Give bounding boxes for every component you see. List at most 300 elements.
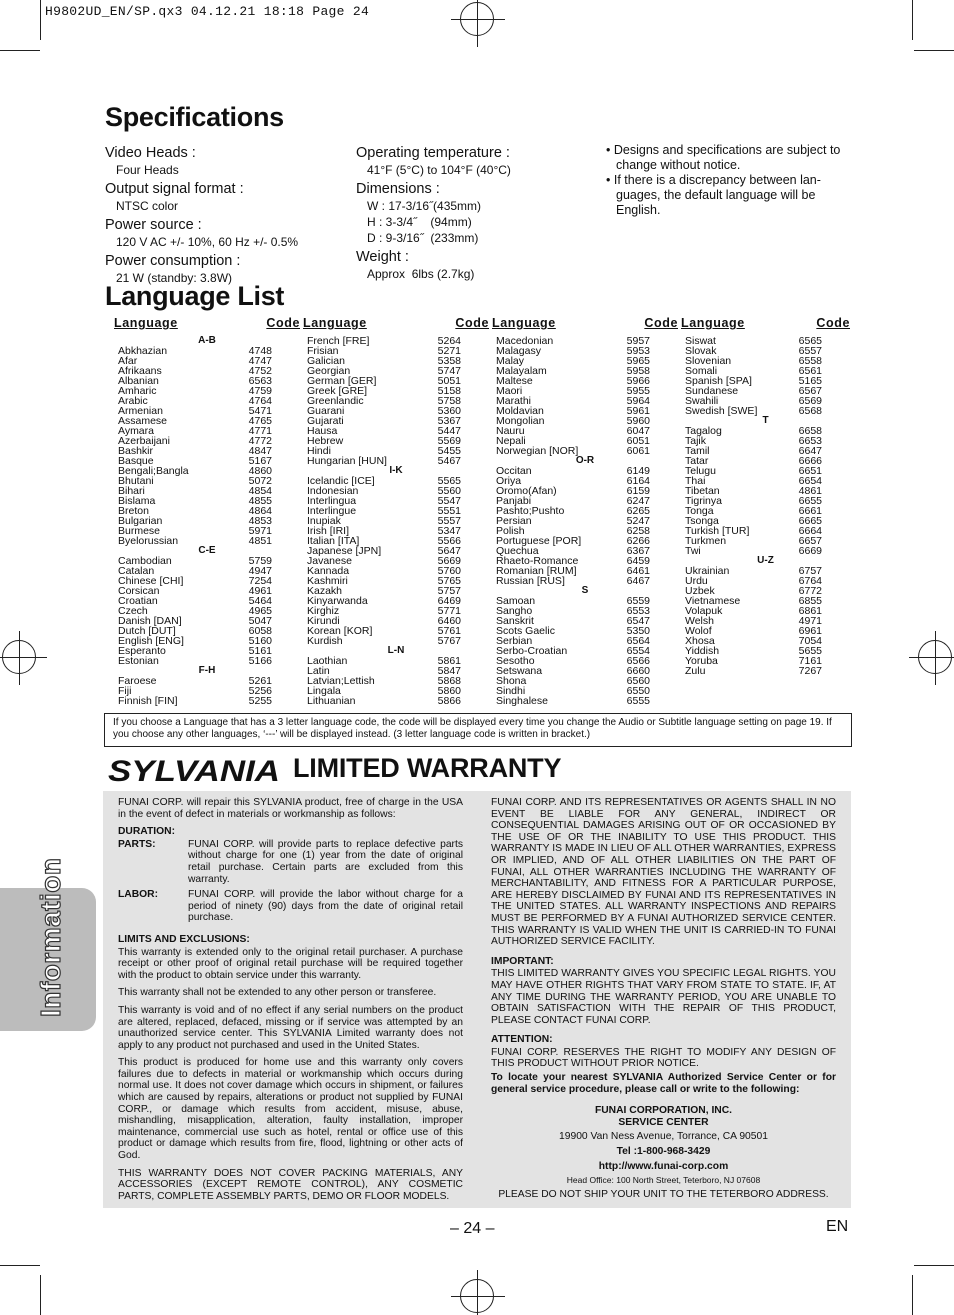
language-row: [681, 536, 850, 546]
language-code: 7267: [798, 665, 822, 677]
header-language: Language: [114, 316, 178, 330]
language-code: 5757: [437, 585, 461, 597]
language-group-heading: O-R: [575, 455, 595, 466]
limits-label: LIMITS AND EXCLUSIONS:: [118, 933, 250, 945]
language-name: Albanian: [118, 375, 159, 387]
language-code: 4854: [248, 485, 272, 497]
language-code: 5655: [798, 645, 822, 657]
language-name: Burmese: [118, 525, 161, 537]
language-name: Georgian: [307, 365, 351, 377]
crop-mark: [912, 0, 913, 40]
dimension-width: W : 17-3/16˝(435mm): [367, 199, 482, 213]
important-text: THIS LIMITED WARRANTY GIVES YOU SPECIFIC LEGAL RIGHTS. YOU MAY HAVE OTHER RIGHTS THAT VARY FROM STATE TO STATE. IF, AT ANY TIME DURING THE WARRANTY PERIOD, YOU ARE UNABLE TO OBTAIN SATISFACTION WITH THE REPAIR OF THIS PRODUCT, PLEASE CONTACT FUNAI CORP.: [491, 968, 836, 1026]
language-code: 6651: [798, 465, 822, 477]
language-code: 5847: [437, 665, 461, 677]
language-group-heading: T: [762, 415, 769, 426]
language-name: Kirghiz: [307, 605, 340, 617]
language-code: 6655: [798, 495, 822, 507]
language-name: Nauru: [496, 425, 525, 437]
language-name: Catalan: [118, 565, 155, 577]
language-code: 6550: [626, 685, 650, 697]
language-name: French [FRE]: [307, 335, 370, 347]
language-name: Bislama: [118, 495, 156, 507]
service-center-label: SERVICE CENTER: [618, 1116, 709, 1128]
language-code: 6559: [626, 595, 650, 607]
spec-label: Power source :: [105, 217, 202, 233]
language-name: Interlingue: [307, 505, 357, 517]
language-name: Bashkir: [118, 445, 154, 457]
language-code: 5569: [437, 435, 461, 447]
dimension-height: H : 3-3/4˝ (94mm): [367, 215, 472, 229]
language-code: 5255: [248, 695, 272, 707]
language-name: Sesotho: [496, 655, 535, 667]
language-code: 6047: [626, 425, 650, 437]
language-name: Yiddish: [685, 645, 720, 657]
language-row: [492, 696, 678, 706]
language-code: 5447: [437, 425, 461, 437]
language-name: Tamil: [685, 445, 710, 457]
language-column-header: [492, 316, 678, 330]
limits-paragraph: This warranty is extended only to the original retail purchaser. A purchase receipt or other proof of original retail purchase will be required together with the product to obtain service under this warranty.: [118, 946, 463, 981]
language-code: 6654: [798, 475, 822, 487]
language-code: 6666: [798, 455, 822, 467]
language-name: Lingala: [307, 685, 341, 697]
language-name: Swedish [SWE]: [685, 405, 758, 417]
language-name: Norwegian [NOR]: [496, 445, 579, 457]
language-code: 6566: [626, 655, 650, 667]
language-group-heading: I-K: [389, 465, 403, 476]
header-language: Language: [492, 316, 556, 330]
language-code: 5261: [248, 675, 272, 687]
language-name: Zulu: [685, 665, 706, 677]
language-name: English [ENG]: [118, 635, 184, 647]
language-name: Quechua: [496, 545, 539, 557]
language-code: 6568: [798, 405, 822, 417]
crop-mark: [0, 50, 40, 51]
language-name: Sangho: [496, 605, 533, 617]
language-code: 5771: [437, 605, 461, 617]
language-column-4: [681, 316, 850, 676]
language-name: Tibetan: [685, 485, 720, 497]
language-code: 4864: [248, 505, 272, 517]
language-name: Hebrew: [307, 435, 344, 447]
spec-label: Dimensions :: [356, 181, 440, 197]
limits-paragraph: This product is produced for home use and this warranty only covers failures due to defects in material or workmanship which occurs during normal use. It does not cover damage which occurs in shipment, or failures which are caused by repairs, alterations or product not supplied by FUNAI CORP., or damage which results from accident, misuse, abuse, mishandling, misapplication, alteration, faulty installation, improper maintenance, commercial use such as hotel, rental or office use of this product or damage which results from fire, flood, lightning or other acts of God.: [118, 1057, 463, 1162]
language-code: 5767: [437, 635, 461, 647]
language-code: 5367: [437, 415, 461, 427]
language-name: Xhosa: [685, 635, 715, 647]
language-code: 5455: [437, 445, 461, 457]
language-code: 5965: [626, 355, 650, 367]
language-code: 5566: [437, 535, 461, 547]
header-language: Language: [681, 316, 745, 330]
language-name: Bihari: [118, 485, 145, 497]
language-name: Fiji: [118, 685, 132, 697]
language-name: Malay: [496, 355, 525, 367]
language-name: Estonian: [118, 655, 159, 667]
language-row: [303, 696, 489, 706]
language-name: Macedonian: [496, 335, 554, 347]
language-code: 7161: [798, 655, 822, 667]
language-name: Amharic: [118, 385, 157, 397]
language-name: Thai: [685, 475, 706, 487]
language-row: [303, 656, 489, 666]
language-code: 6653: [798, 435, 822, 447]
warranty-right-column: [491, 797, 836, 1200]
language-row: [681, 466, 850, 476]
language-group-heading: U-Z: [757, 555, 774, 566]
language-name: Nepali: [496, 435, 526, 447]
language-code: 5761: [437, 625, 461, 637]
spec-value: NTSC color: [116, 199, 179, 213]
language-name: Maltese: [496, 375, 533, 387]
language-name: Aymara: [118, 425, 154, 437]
language-name: Spanish [SPA]: [685, 375, 752, 387]
spec-value: Approx 6lbs (2.7kg): [367, 267, 475, 281]
liability-paragraph: FUNAI CORP. AND ITS REPRESENTATIVES OR AGENTS SHALL IN NO EVENT BE LIABLE FOR ANY GENERAL, INDIRECT OR CONSEQUENTIAL DAMAGES ARISING OUT OF OR OCCASIONED BY THE USE OF OR THE INABILITY TO USE THIS PRODUCT. THIS WARRANTY IS MADE IN LIEU OF ALL OTHER WARRANTIES, EXPRESS OR IMPLIED, AND OF ALL OTHER LIABILITIES ON THE PART OF FUNAI, ALL OTHER WARRANTIES INCLUDING THE WARRANTY OF MERCHANTABILITY, AND FITNESS FOR A PARTICULAR PURPOSE, ARE HEREBY DISCLAIMED BY FUNAI AND ITS REPRESENTATIVES IN THE UNITED STATES. ALL WARRANTY INSPECTIONS AND REPAIRS MUST BE PERFORMED BY A FUNAI AUTHORIZED SERVICE CENTER. THIS WARRANTY IS VALID WHEN THE UNIT IS CARRIED-IN TO FUNAI AUTHORIZED SERVICE FACILITY.: [491, 797, 836, 948]
language-code: 6467: [626, 575, 650, 587]
language-name: Guarani: [307, 405, 345, 417]
language-code: 4855: [248, 495, 272, 507]
language-code: 5669: [437, 555, 461, 567]
language-code: 6265: [626, 505, 650, 517]
language-name: Kannada: [307, 565, 350, 577]
service-phone: Tel :1-800-968-3429: [616, 1146, 711, 1158]
language-code: 6569: [798, 395, 822, 407]
language-code: 6461: [626, 565, 650, 577]
language-code: 6367: [626, 545, 650, 557]
language-code: 5051: [437, 375, 461, 387]
language-name: Siswat: [685, 335, 716, 347]
language-name: Swahili: [685, 395, 719, 407]
language-code: 6658: [798, 425, 822, 437]
language-code: 6660: [626, 665, 650, 677]
language-code: 5765: [437, 575, 461, 587]
language-name: Chinese [CHI]: [118, 575, 184, 587]
language-name: Indonesian: [307, 485, 359, 497]
registration-mark-top: [460, 2, 494, 36]
language-name: Slovak: [685, 345, 717, 357]
header-code: Code: [644, 316, 678, 330]
language-name: Bhutani: [118, 475, 154, 487]
spec-value: 120 V AC +/- 10%, 60 Hz +/- 0.5%: [116, 235, 299, 249]
language-code: 6647: [798, 445, 822, 457]
language-column-header: [114, 316, 300, 330]
language-name: Maori: [496, 385, 523, 397]
language-name: Samoan: [496, 595, 536, 607]
language-name: Sanskrit: [496, 615, 534, 627]
language-name: Rhaeto-Romance: [496, 555, 579, 567]
language-name: Kinyarwanda: [307, 595, 368, 607]
spec-value: Four Heads: [116, 163, 179, 177]
attention-text: FUNAI CORP. RESERVES THE RIGHT TO MODIFY ANY DESIGN OF THIS PRODUCT WITHOUT PRIOR NOTICE.: [491, 1046, 836, 1070]
language-code: 5464: [248, 595, 272, 607]
language-code: 6567: [798, 385, 822, 397]
language-name: Breton: [118, 505, 149, 517]
language-indicator: EN: [826, 1218, 849, 1235]
language-code: 6861: [798, 605, 822, 617]
language-code: 4747: [248, 355, 272, 367]
service-url[interactable]: http://www.funai-corp.com: [598, 1160, 729, 1172]
language-name: Setswana: [496, 665, 543, 677]
language-name: Sundanese: [685, 385, 739, 397]
language-row: [114, 346, 300, 356]
specs-notes: [606, 143, 850, 218]
language-code: 6565: [798, 335, 822, 347]
language-name: Serbo-Croatian: [496, 645, 568, 657]
language-name: Azerbaijani: [118, 435, 170, 447]
language-name: Afrikaans: [118, 365, 162, 377]
labor-text: FUNAI CORP. will provide the labor without charge for a period of ninety (90) days from the date of original retail purchase.: [188, 889, 463, 924]
language-code: 5256: [248, 685, 272, 697]
language-name: Javanese: [307, 555, 352, 567]
language-code: 5166: [248, 655, 272, 667]
language-group-heading: S: [581, 585, 589, 596]
language-code: 5759: [248, 555, 272, 567]
language-code: 6061: [626, 445, 650, 457]
language-name: Byelorussian: [118, 535, 179, 547]
language-code: 6664: [798, 525, 822, 537]
language-code: 6757: [798, 565, 822, 577]
language-name: Hungarian [HUN]: [307, 455, 387, 467]
language-name: Ukrainian: [685, 565, 730, 577]
language-name: Occitan: [496, 465, 532, 477]
language-name: Vietnamese: [685, 595, 741, 607]
duration-label: DURATION:: [118, 826, 176, 838]
language-code: 5560: [437, 485, 461, 497]
language-name: Italian [ITA]: [307, 535, 360, 547]
language-name: German [GER]: [307, 375, 377, 387]
language-name: Slovenian: [685, 355, 732, 367]
language-name: Frisian: [307, 345, 339, 357]
language-code: 5953: [626, 345, 650, 357]
language-code: 5647: [437, 545, 461, 557]
language-name: Russian [RUS]: [496, 575, 565, 587]
limits-paragraph: This warranty shall not be extended to any other person or transferee.: [118, 987, 437, 999]
header-code: Code: [816, 316, 850, 330]
language-code: 4861: [798, 485, 822, 497]
language-code: 5866: [437, 695, 461, 707]
language-group-heading: A-B: [198, 335, 216, 346]
parts-label: PARTS:: [118, 838, 156, 850]
language-name: Basque: [118, 455, 154, 467]
language-code: 5160: [248, 635, 272, 647]
language-name: Malagasy: [496, 345, 541, 357]
language-code: 5964: [626, 395, 650, 407]
language-name: Greek [GRE]: [307, 385, 368, 397]
language-name: Corsican: [118, 585, 160, 597]
language-name: Somali: [685, 365, 718, 377]
language-name: Tonga: [685, 505, 714, 517]
language-name: Tajik: [685, 435, 707, 447]
language-name: Abkhazian: [118, 345, 168, 357]
language-name: Czech: [118, 605, 148, 617]
language-code: 6669: [798, 545, 822, 557]
labor-label: LABOR:: [118, 889, 159, 901]
language-name: Icelandic [ICE]: [307, 475, 375, 487]
language-name: Croatian: [118, 595, 158, 607]
language-name: Afar: [118, 355, 138, 367]
registration-mark-right: [918, 640, 952, 674]
language-code: 5971: [248, 525, 272, 537]
language-code: 5758: [437, 395, 461, 407]
language-row: [114, 676, 300, 686]
language-name: Urdu: [685, 575, 708, 587]
language-name: Arabic: [118, 395, 148, 407]
important-label: IMPORTANT:: [491, 955, 554, 967]
language-name: Tagalog: [685, 425, 722, 437]
language-name: Scots Gaelic: [496, 625, 555, 637]
language-name: Esperanto: [118, 645, 166, 657]
language-code: 5350: [626, 625, 650, 637]
language-group-heading: C-E: [198, 545, 216, 556]
language-code: 5957: [626, 335, 650, 347]
language-code: 5547: [437, 495, 461, 507]
language-code: 4748: [248, 345, 272, 357]
language-code: 6557: [798, 345, 822, 357]
language-code: 5471: [248, 405, 272, 417]
language-row: [114, 696, 300, 706]
language-name: Faroese: [118, 675, 157, 687]
language-name: Inupiak: [307, 515, 341, 527]
language-code: 5966: [626, 375, 650, 387]
service-address: 19900 Van Ness Avenue, Torrance, CA 90501: [559, 1131, 768, 1143]
language-name: Kashmiri: [307, 575, 348, 587]
language-code: 6547: [626, 615, 650, 627]
language-code: 4772: [248, 435, 272, 447]
language-code: 7054: [798, 635, 822, 647]
language-name: Polish: [496, 525, 525, 537]
language-code: 5958: [626, 365, 650, 377]
language-code: 6051: [626, 435, 650, 447]
language-name: Greenlandic: [307, 395, 364, 407]
language-code: 5165: [798, 375, 822, 387]
logo-text: SYLVANIA: [108, 755, 280, 786]
language-name: Irish [IRI]: [307, 525, 350, 537]
language-code: 5557: [437, 515, 461, 527]
language-row: [681, 426, 850, 436]
warranty-intro: FUNAI CORP. will repair this SYLVANIA product, free of charge in the USA in the event of defect in materials or workmanship as follows:: [118, 797, 463, 820]
language-code: 4961: [248, 585, 272, 597]
language-code: 6058: [248, 625, 272, 637]
language-name: Pashto;Pushto: [496, 505, 565, 517]
language-code: 5955: [626, 385, 650, 397]
spec-note: • Designs and specifications are subject to change without notice.: [606, 143, 850, 173]
language-name: Korean [KOR]: [307, 625, 373, 637]
language-name: Kurdish: [307, 635, 343, 647]
language-code: 5747: [437, 365, 461, 377]
language-code: 6558: [798, 355, 822, 367]
head-office-address: Head Office: 100 North Street, Teterboro, NJ 07608: [566, 1175, 761, 1186]
language-name: Panjabi: [496, 495, 532, 507]
labor-row: [118, 889, 463, 924]
language-code: 5347: [437, 525, 461, 537]
do-not-ship-notice: PLEASE DO NOT SHIP YOUR UNIT TO THE TETERBORO ADDRESS.: [498, 1188, 829, 1200]
language-code: 6665: [798, 515, 822, 527]
language-code: 5860: [437, 685, 461, 697]
header-code: Code: [266, 316, 300, 330]
language-column-header: [681, 316, 850, 330]
limits-paragraph: THIS WARRANTY DOES NOT COVER PACKING MATERIALS, ANY ACCESSORIES (EXCEPT REMOTE CONTROL), ANY COSMETIC PARTS, COMPLETE ASSEMBLY PARTS, DEMO OR FLOOR MODELS.: [118, 1167, 463, 1202]
spec-label: Weight :: [356, 249, 409, 265]
language-code: 6560: [626, 675, 650, 687]
language-name: Telugu: [685, 465, 716, 477]
language-name: Wolof: [685, 625, 712, 637]
language-code: 6247: [626, 495, 650, 507]
language-code: 6661: [798, 505, 822, 517]
language-name: Latvian;Lettish: [307, 675, 375, 687]
language-name: Cambodian: [118, 555, 172, 567]
locate-service-text: To locate your nearest SYLVANIA Authorized Service Center or for general service procedure, please call or write to the following:: [491, 1072, 836, 1095]
language-list-title: Language List: [105, 281, 285, 311]
language-name: Marathi: [496, 395, 532, 407]
registration-mark-bottom: [460, 1279, 494, 1313]
language-code: 5960: [626, 415, 650, 427]
language-name: Oromo(Afan): [496, 485, 557, 497]
language-name: Japanese [JPN]: [307, 545, 382, 557]
language-column-1: [114, 316, 300, 706]
language-code: 4752: [248, 365, 272, 377]
language-code: 5467: [437, 455, 461, 467]
warranty-title: LIMITED WARRANTY: [293, 753, 562, 783]
language-name: Kirundi: [307, 615, 340, 627]
language-row: [681, 666, 850, 676]
language-name: Bulgarian: [118, 515, 163, 527]
language-column-2: [303, 316, 489, 706]
language-name: Hindi: [307, 445, 331, 457]
language-name: Portuguese [POR]: [496, 535, 582, 547]
language-code: 5167: [248, 455, 272, 467]
language-code: 7254: [248, 575, 272, 587]
header-language: Language: [303, 316, 367, 330]
language-group-heading: F-H: [198, 665, 216, 676]
spec-label: Output signal format :: [105, 181, 244, 197]
language-name: Latin: [307, 665, 330, 677]
language-code: 5565: [437, 475, 461, 487]
specs-column-1: [105, 144, 345, 288]
language-name: Interlingua: [307, 495, 357, 507]
language-group-heading: L-N: [387, 645, 405, 656]
language-code: 6564: [626, 635, 650, 647]
language-code: 5358: [437, 355, 461, 367]
crop-mark: [914, 1265, 954, 1266]
language-column-3: [492, 316, 678, 706]
language-name: Bengali;Bangla: [118, 465, 189, 477]
language-name: Persian: [496, 515, 532, 527]
language-name: Turkmen: [685, 535, 727, 547]
language-code: 4759: [248, 385, 272, 397]
language-code: 6460: [437, 615, 461, 627]
language-code: 6554: [626, 645, 650, 657]
information-tab-label: Information: [35, 857, 66, 1017]
language-name: Laothian: [307, 655, 348, 667]
language-code: 4771: [248, 425, 272, 437]
language-name: Moldavian: [496, 405, 544, 417]
language-name: Kazakh: [307, 585, 343, 597]
language-name: Danish [DAN]: [118, 615, 182, 627]
language-code: 6657: [798, 535, 822, 547]
language-code: 5861: [437, 655, 461, 667]
language-name: Uzbek: [685, 585, 715, 597]
spec-value: 41°F (5°C) to 104°F (40°C): [367, 163, 511, 177]
print-header: H9802UD_EN/SP.qx3 04.12.21 18:18 Page 24: [45, 4, 370, 19]
language-code: 6258: [626, 525, 650, 537]
language-name: Lithuanian: [307, 695, 356, 707]
attention-label: ATTENTION:: [491, 1034, 553, 1046]
header-code: Code: [455, 316, 489, 330]
language-code: 6764: [798, 575, 822, 587]
spec-label: Operating temperature :: [356, 145, 510, 161]
